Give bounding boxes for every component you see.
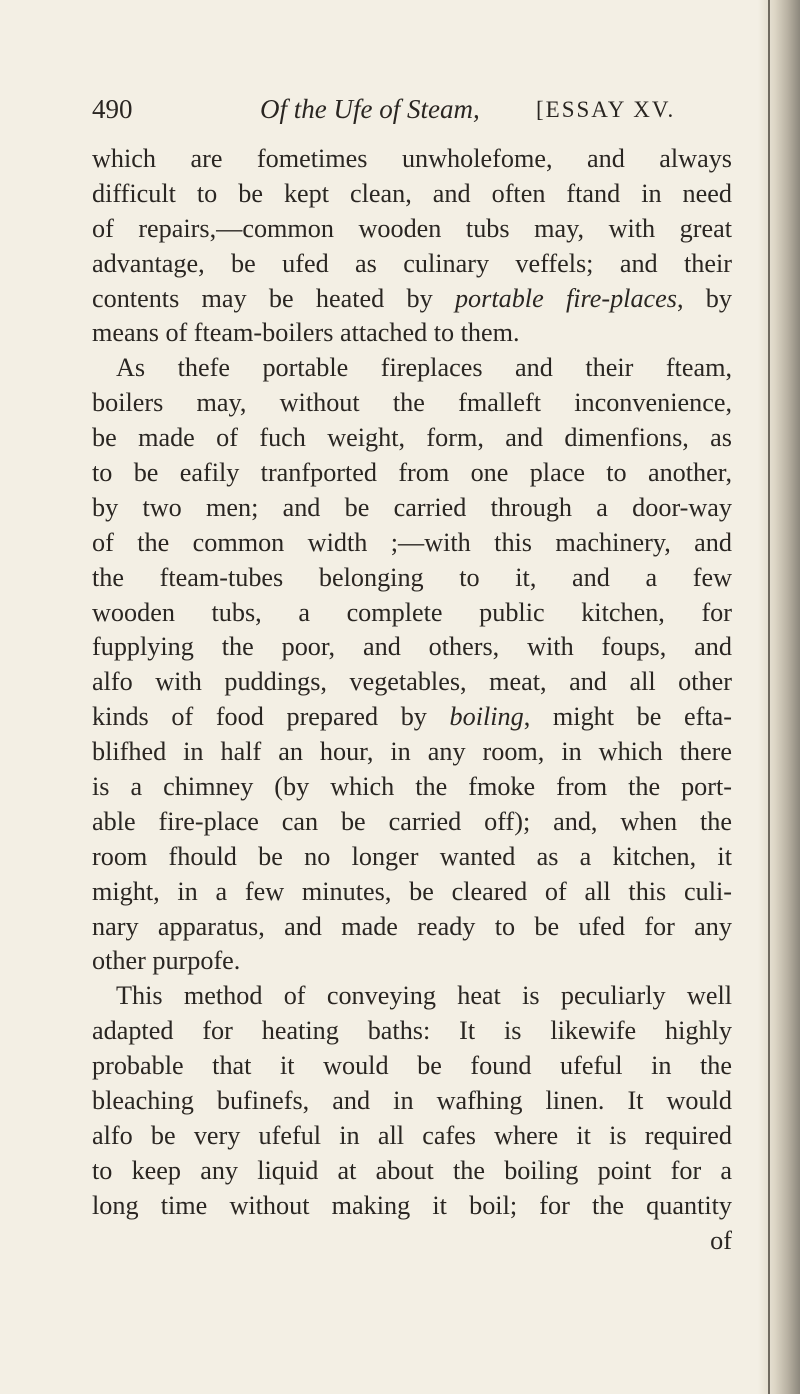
catchword: of bbox=[710, 1225, 732, 1255]
text-line: alfo with puddings, vegetables, meat, and all other bbox=[92, 667, 732, 697]
text-line: other purpofe. bbox=[92, 946, 241, 976]
text-line: might, in a few minutes, be cleared of all this culi- bbox=[92, 876, 732, 906]
body-text bbox=[92, 142, 732, 1259]
page-edge-line bbox=[768, 0, 770, 1394]
page-gutter-shadow bbox=[758, 0, 800, 1394]
text-line: advantage, be ufed as culinary veffels; and their bbox=[92, 248, 732, 278]
text-line: which are fometimes unwholefome, and always bbox=[92, 144, 732, 173]
text-line: is a chimney (by which the fmoke from the port- bbox=[92, 772, 732, 802]
text-line: room fhould be no longer wanted as a kitchen, it bbox=[92, 841, 732, 871]
running-header bbox=[92, 94, 732, 134]
text-line: blifhed in half an hour, in any room, in which there bbox=[92, 737, 732, 767]
text-line: bleaching bufinefs, and in wafhing linen. It would bbox=[92, 1086, 732, 1116]
text-line: to be eafily tranfported from one place to another, bbox=[92, 458, 732, 488]
text-line: nary apparatus, and made ready to be ufed for any bbox=[92, 911, 732, 941]
text-line: boilers may, without the fmalleft inconvenience, bbox=[92, 388, 732, 418]
text-line: of the common width ;—with this machinery, and bbox=[92, 527, 732, 557]
text-line: to keep any liquid at about the boiling point for a bbox=[92, 1155, 732, 1185]
text-line: be made of fuch weight, form, and dimenfions, as bbox=[92, 423, 732, 453]
text-line: contents may be heated by portable fire-places, by bbox=[92, 283, 732, 313]
text-line: wooden tubs, a complete public kitchen, for bbox=[92, 597, 732, 627]
running-title: Of the Ufe of Steam, bbox=[260, 94, 480, 124]
text-line: adapted for heating baths: It is likewife highly bbox=[92, 1016, 732, 1046]
text-line: probable that it would be found ufeful in the bbox=[92, 1051, 732, 1081]
text-line: alfo be very ufeful in all cafes where it is required bbox=[92, 1120, 732, 1150]
paragraph-start-line: As thefe portable fireplaces and their fteam, bbox=[116, 353, 732, 383]
text-line: long time without making it boil; for the quantity bbox=[92, 1190, 732, 1220]
text-line: by two men; and be carried through a door-way bbox=[92, 492, 732, 522]
text-line: fupplying the poor, and others, with foups, and bbox=[92, 632, 732, 662]
text-line: of repairs,—common wooden tubs may, with great bbox=[92, 213, 732, 243]
text-line: able fire-place can be carried off); and, when the bbox=[92, 806, 732, 836]
page-number: 490 bbox=[92, 94, 133, 124]
text-line: kinds of food prepared by boiling, might be efta- bbox=[92, 702, 732, 732]
text-line: means of fteam-boilers attached to them. bbox=[92, 318, 520, 348]
text-line: difficult to be kept clean, and often ftand in need bbox=[92, 178, 732, 208]
paragraph-start-line: This method of conveying heat is peculiarly well bbox=[116, 981, 732, 1011]
text-line: the fteam-tubes belonging to it, and a few bbox=[92, 562, 732, 592]
section-label: [ESSAY XV. bbox=[536, 97, 676, 122]
